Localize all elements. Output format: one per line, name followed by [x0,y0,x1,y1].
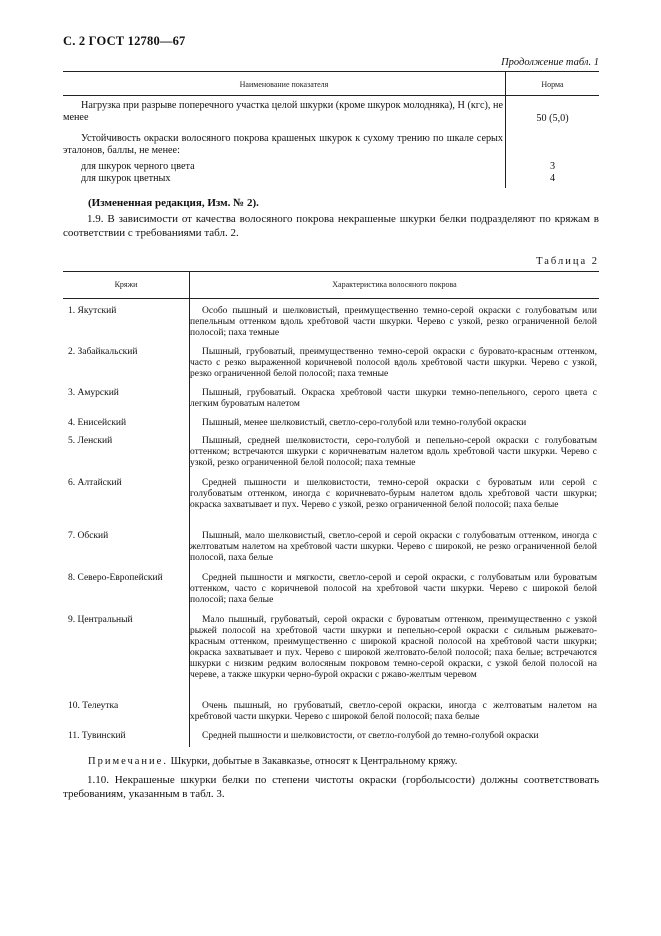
table2-row-name: 9. Центральный [68,615,133,625]
revision-note: (Измененная редакция, Изм. № 2). [88,197,259,209]
table1-row-value: 3 [549,161,556,172]
table2-row-name: 8. Северо-Европейский [68,573,163,583]
note-text: Шкурки, добытые в Закавказье, относят к Центральному кряжу. [170,756,458,767]
table1-row-value: 50 (5,0) [536,113,569,124]
table2-row-desc: Очень пышный, но грубоватый, светло-серой окраски, иногда с желтоватым налетом на хребтовой части шкурки. Черево с широкой белой полосой; паха белые [190,701,597,722]
table2-row-desc: Пышный, средней шелковистости, серо-голубой и пепельно-серой окраски с голубоватым оттенком; встречаются шкурки с коричневатым налетом вдоль хребтовой части шкурки. Черево с узкой, резко ограниченной белой полосой; паха темные [190,436,597,468]
table2-row-desc: Средней пышности и шелковистости, от светло-голубой до темно-голубой окраски [202,731,539,741]
paragraph-1-10: 1.10. Некрашеные шкурки белки по степени чистоты окраски (горболысости) должны соответствовать требованиям, указанным в табл. 3. [63,774,599,800]
table1-col-header-name: Наименование показателя [239,80,329,89]
table2-row-name: 2. Забайкальский [68,347,138,357]
table2-row-name: 1. Якутский [68,306,117,316]
paragraph-1-9: 1.9. В зависимости от качества волосяного покрова некрашеные шкурки белки подразделяют по кряжам в соответствии с требованиями табл. 2. [63,213,599,239]
table2-col-header-name: Кряжи [114,280,138,289]
table2-top-rule [63,271,599,272]
table2-note [88,756,457,767]
table2-row-desc: Средней пышности и шелковистости, темно-серой окраски с буроватым или серой с голубоватым оттенком, иногда с коричневато-бурым налетом вдоль хребтовой части шкурки; окраска захватывает и пух. Черево с узкой, резко ограниченной белой полосой; паха белые [190,478,597,510]
table2-row-desc: Пышный, менее шелковистый, светло-серо-голубой или темно-голубой окраски [202,418,527,428]
table1-row-value: 4 [549,173,556,184]
table1-top-rule [63,71,599,72]
table2-row-desc: Мало пышный, грубоватый, серой окраски с буроватым оттенком, преимущественно с узкой рыжей полосой на хребтовой части шкурки и пепельно-серой окраски с сильным рыжевато-красным оттенком, преимущественно с широкой красной полосой на хребтовой части шкурки; окраска захватывает и пух. Черево с широкой желтовато-белой полосой; паха белые; встречаются шкурки с низким редким волосяным покровом темно-серой окраски, с узкой белой полосой на череве, а также шкурки черно-бурой окраски с ржаво-желтым черевом [190,615,597,680]
table2-row-name: 5. Ленский [68,436,113,446]
table2-caption: Таблица 2 [536,256,599,267]
table2-row-desc: Особо пышный и шелковистый, преимущественно темно-серой окраски с голубоватым или пепельным оттенком вдоль хребтовой части шкурки. Черево с узкой, резко ограниченной белой полосой; паха темные [190,306,597,338]
table1-row-text: Нагрузка при разрыве поперечного участка целой шкурки (кроме шкурок молодняка), Н (кгс), не менее [63,100,503,123]
table2-row-name: 10. Телеутка [68,701,119,711]
table2-row-name: 4. Енисейский [68,418,127,428]
table2-col-header-desc: Характеристика волосяного покрова [332,280,457,289]
note-label: Примечание. [88,756,168,767]
table2-row-name: 11. Тувинский [68,731,126,741]
table2-row-name: 7. Обский [68,531,109,541]
table2-row-desc: Пышный, грубоватый. Окраска хребтовой части шкурки темно-пепельного, серого цвета с легким буроватым налетом [190,388,597,409]
table2-row-desc: Средней пышности и мягкости, светло-серой и серой окраски, с голубоватым или буроватым оттенком, часто с коричневой полосой на хребтовой части шкурки. Черево с широкой белой полосой; паха белые [190,573,597,605]
page-header: С. 2 ГОСТ 12780—67 [63,34,186,48]
table1-row-text: для шкурок черного цвета [81,161,195,172]
table2-row-name: 6. Алтайский [68,478,122,488]
table2-row-name: 3. Амурский [68,388,119,398]
table2-row-desc: Пышный, мало шелковистый, светло-серой и серой окраски с голубоватым оттенком, иногда с желтоватым налетом на хребтовой части шкурки. Черево с широкой, не резко ограниченной белой полосой, паха белые [190,531,597,563]
table1-header-rule [63,95,599,96]
table2-row-desc: Пышный, грубоватый, преимущественно темно-серой окраски с буровато-красным оттенком, часто с резко выраженной коричневой полосой вдоль хребтовой части шкурки. Черево с узкой, резко ограниченной белой полосой; паха темные [190,347,597,379]
table1-continuation-label: Продолжение табл. 1 [501,57,599,68]
table1-row-text: Устойчивость окраски волосяного покрова крашеных шкурок к сухому трению по шкале серых эталонов, баллы, не менее: [63,133,503,156]
table1-col-header-norm: Норма [541,80,564,89]
table2-header-rule [63,298,599,299]
table1-row-text: для шкурок цветных [81,173,171,184]
